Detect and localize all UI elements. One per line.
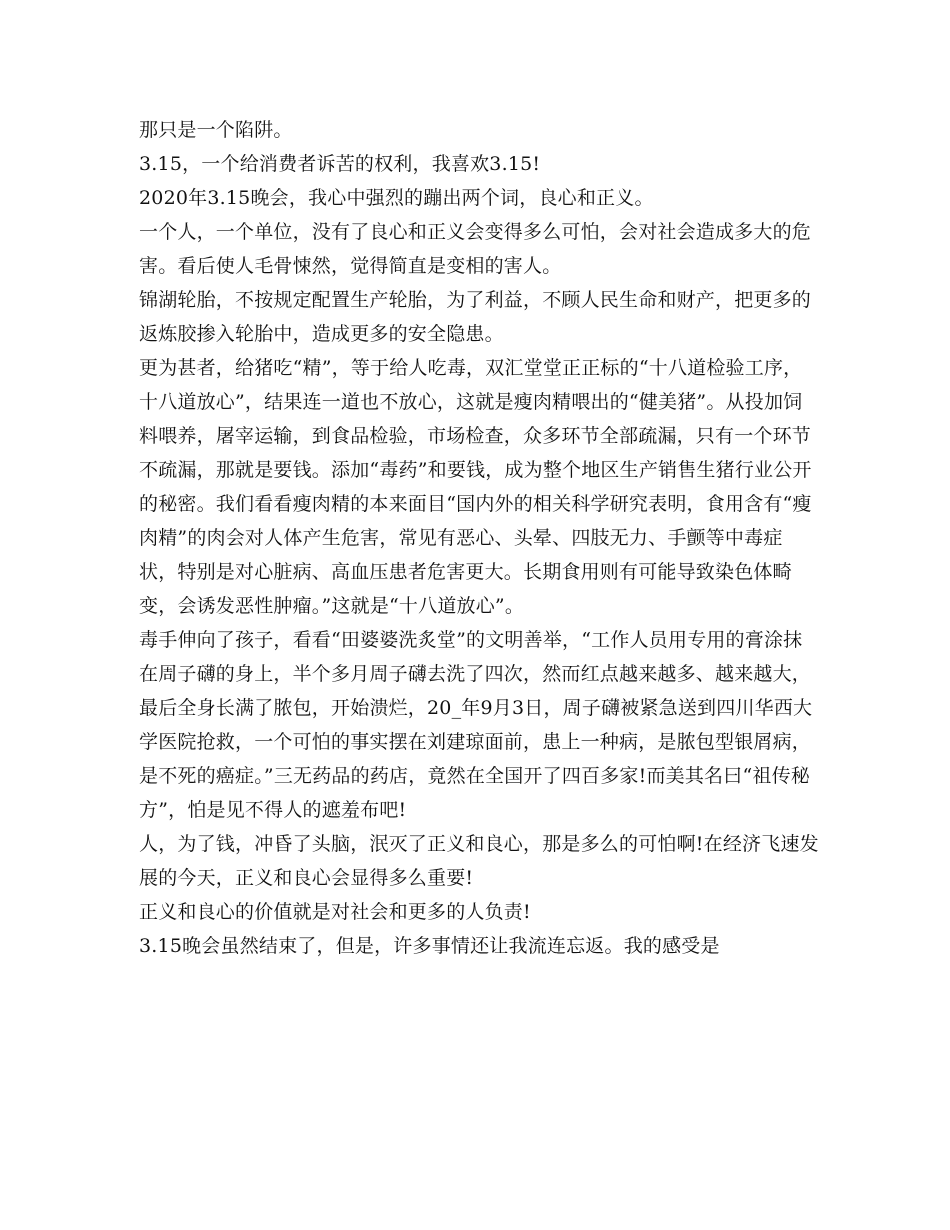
paragraph-8: 人，为了钱，冲昏了头脑，泯灭了正义和良心，那是多么的可怕啊!在经济飞速发展的今天，正义和良心会显得多么重要!: [139, 833, 819, 889]
paragraph-1: 那只是一个陷阱。: [139, 119, 293, 141]
paragraph-10: 3.15晚会虽然结束了，但是，许多事情还让我流连忘返。我的感受是: [139, 935, 720, 957]
paragraph-2: 3.15，一个给消费者诉苦的权利，我喜欢3.15!: [139, 153, 541, 175]
paragraph-7: 毒手伸向了孩子，看看“田婆婆洗炙堂”的文明善举，“工作人员用专用的膏涂抹在周子礴的身上，半个多月周子礴去洗了四次，然而红点越来越多、越来越大，最后全身长满了脓包，开始溃烂，20_年9月3日，周子礴被紧急送到四川华西大学医院抢救，一个可怕的事实摆在刘建琼面前，患上一种病，是脓包型银屑病，是不死的癌症。”三无药品的药店，竟然在全国开了四百多家!而美其名曰“祖传秘方”，怕是见不得人的遮羞布吧!: [139, 629, 813, 821]
paragraph-6: 更为甚者，给猪吃“精”，等于给人吃毒，双汇堂堂正正标的“十八道检验工序，十八道放心”，结果连一道也不放心，这就是瘦肉精喂出的“健美猪”。从投加饲料喂养，屠宰运输，到食品检验，市场检查，众多环节全部疏漏，只有一个环节不疏漏，那就是要钱。添加“毒药”和要钱，成为整个地区生产销售生猪行业公开的秘密。我们看看瘦肉精的本来面目“国内外的相关科学研究表明，食用含有“瘦肉精”的肉会对人体产生危害，常见有恶心、头晕、四肢无力、手颤等中毒症状，特别是对心脏病、高血压患者危害更大。长期食用则有可能导致染色体畸变，会诱发恶性肿瘤。”这就是“十八道放心”。: [139, 357, 812, 617]
document-body: [139, 113, 819, 963]
paragraph-4: 一个人，一个单位，没有了良心和正义会变得多么可怕，会对社会造成多大的危害。看后使人毛骨悚然，觉得简直是变相的害人。: [139, 221, 812, 277]
paragraph-9: 正义和良心的价值就是对社会和更多的人负责!: [139, 901, 531, 923]
paragraph-3: 2020年3.15晚会，我心中强烈的蹦出两个词，良心和正义。: [139, 187, 654, 209]
paragraph-5: 锦湖轮胎，不按规定配置生产轮胎，为了利益，不顾人民生命和财产，把更多的返炼胶掺入轮胎中，造成更多的安全隐患。: [139, 289, 812, 345]
